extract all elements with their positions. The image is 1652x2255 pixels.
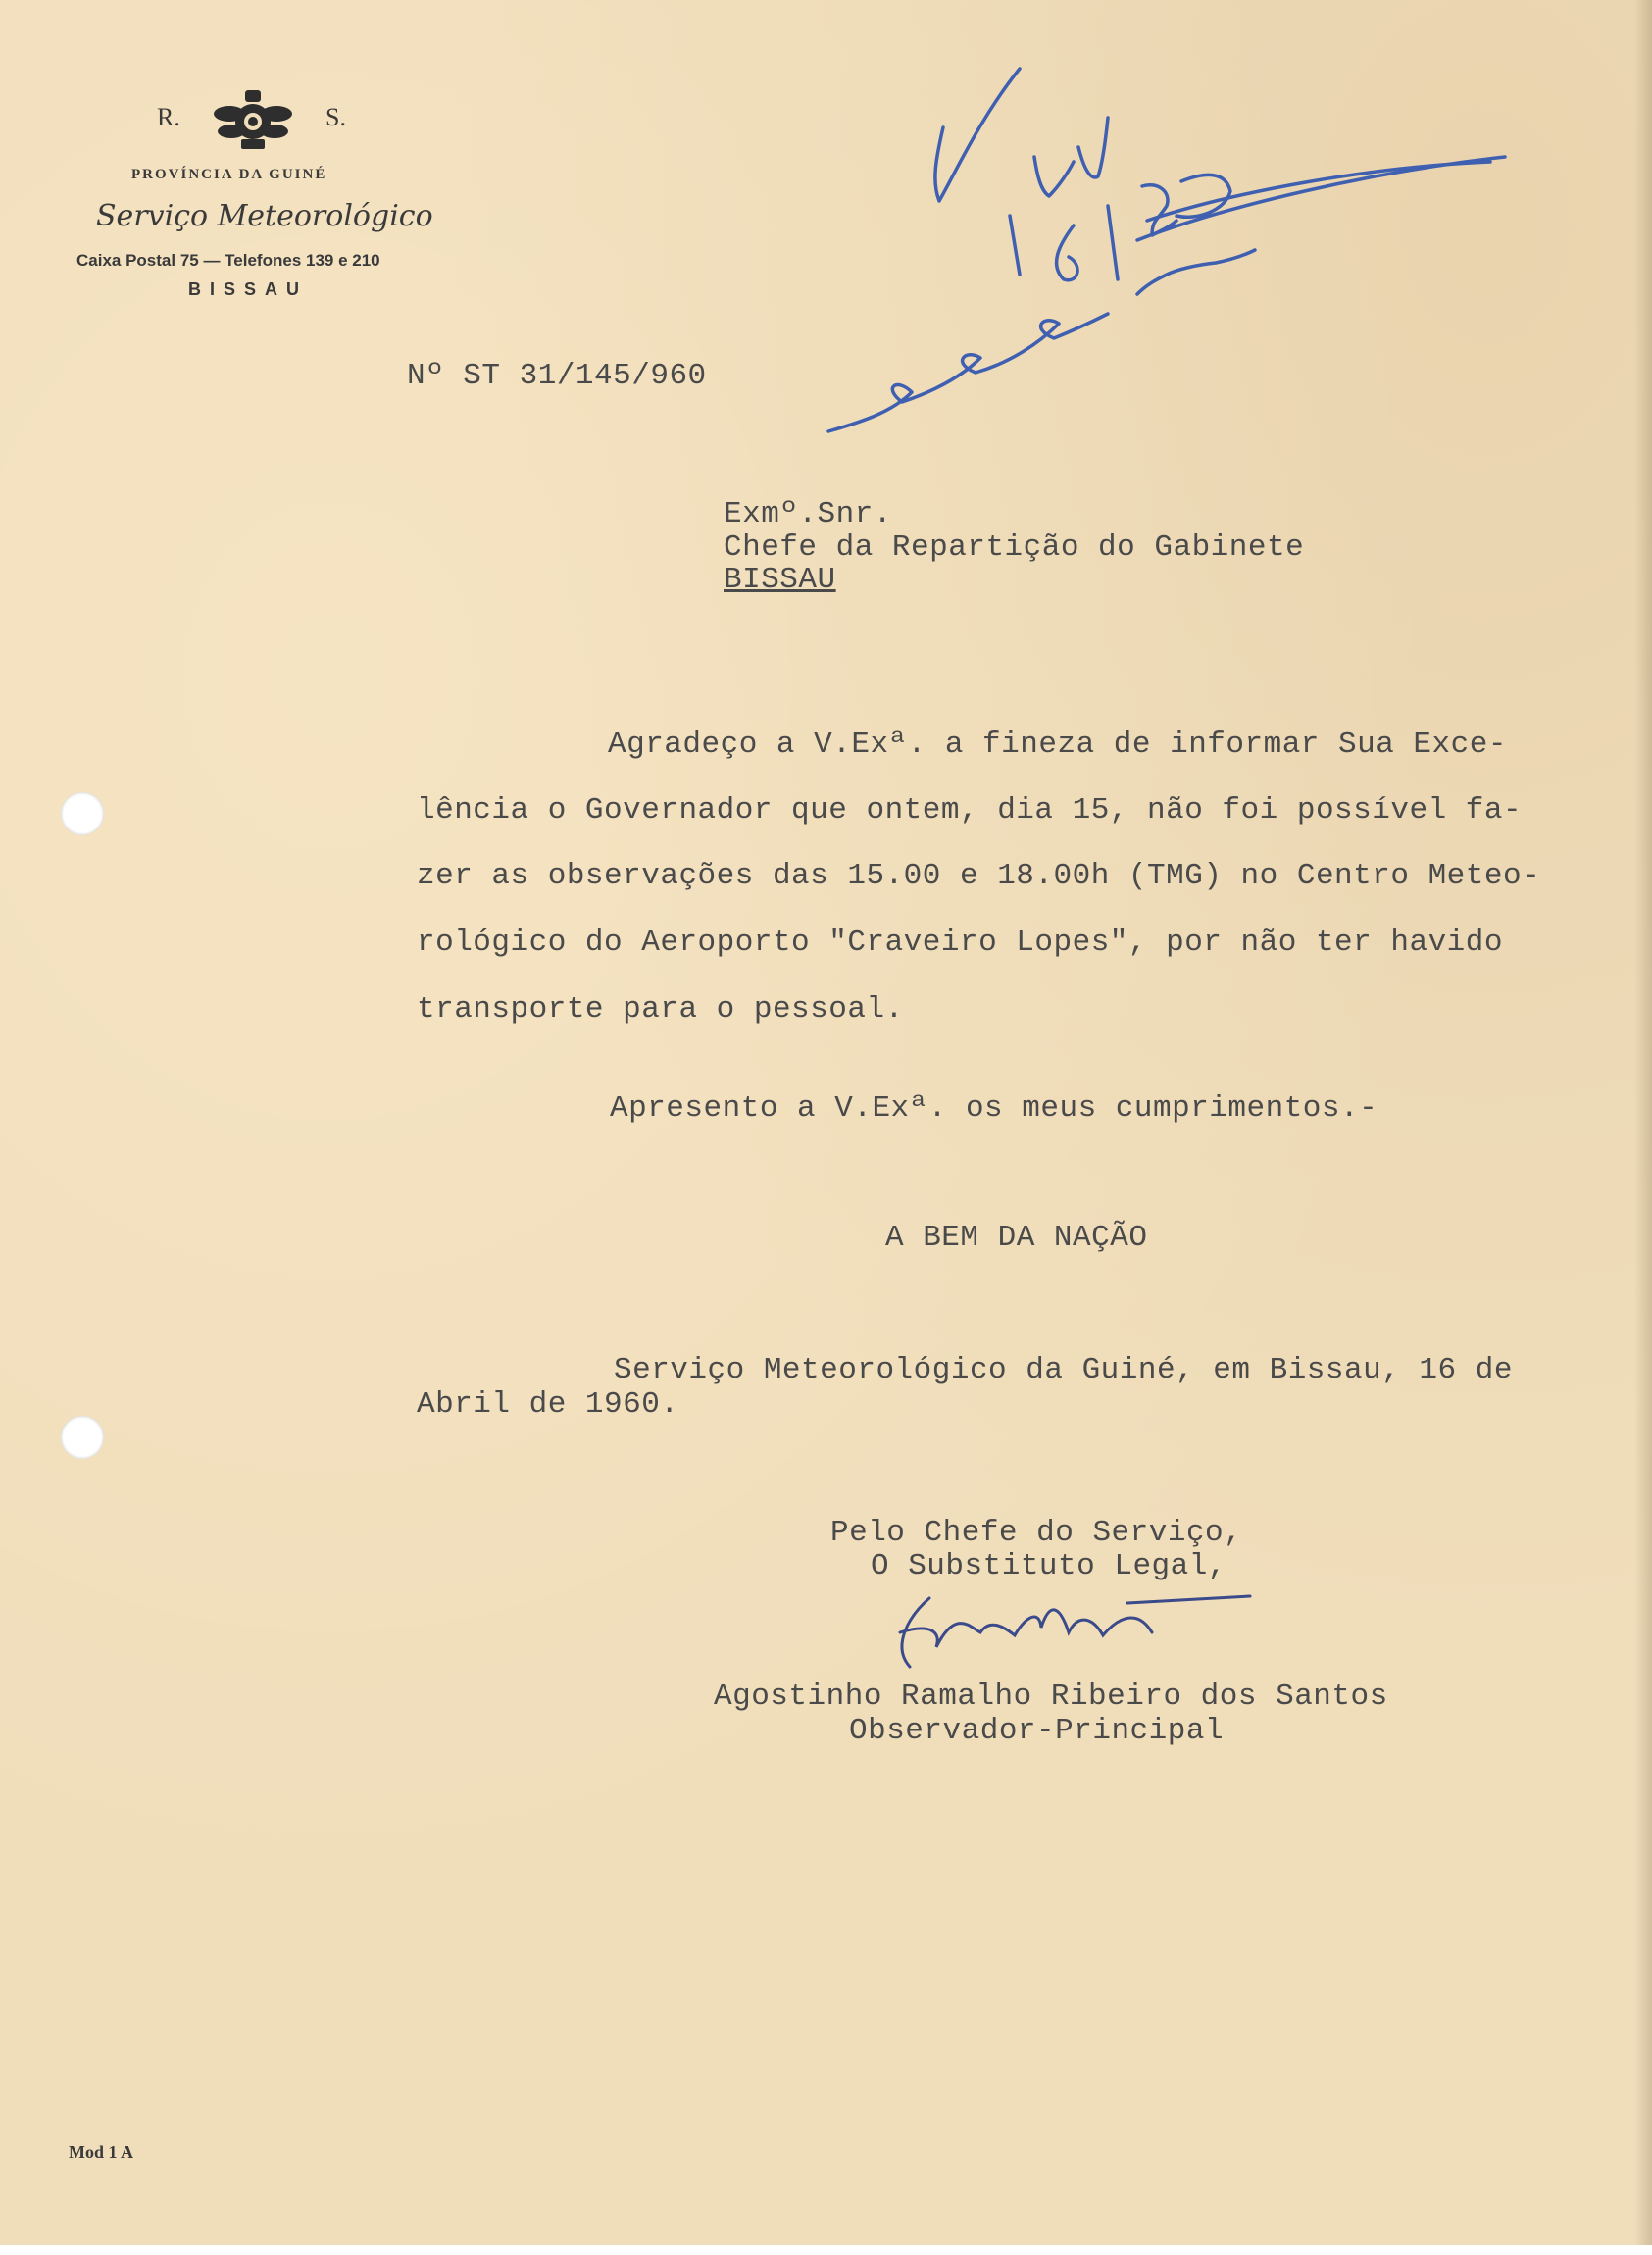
coat-of-arms-icon <box>208 84 298 159</box>
letterhead-mark-left: R. <box>157 103 180 131</box>
reference-number: Nº ST 31/145/960 <box>407 359 707 393</box>
body-line-5: transporte para o pessoal. <box>417 992 904 1027</box>
letterhead-city: BISSAU <box>188 279 309 299</box>
body-line-1: Agradeço a V.Exª. a fineza de informar Sua Exce- <box>608 727 1507 762</box>
letterhead-province: PROVÍNCIA DA GUINÉ <box>131 167 327 182</box>
signature-substitute: O Substituto Legal, <box>871 1549 1226 1583</box>
letterhead-contact: Caixa Postal 75 — Telefones 139 e 210 <box>76 251 380 270</box>
signature-on-behalf: Pelo Chefe do Serviço, <box>830 1516 1243 1550</box>
body-line-2: lência o Governador que ontem, dia 15, não foi possível fa- <box>417 793 1523 827</box>
page-bottom-edge <box>0 2245 1652 2255</box>
letterhead-service: Serviço Meteorológico <box>96 199 433 233</box>
signatory-name: Agostinho Ramalho Ribeiro dos Santos <box>714 1679 1388 1714</box>
body-line-3: zer as observações das 15.00 e 18.00h (TMG) no Centro Meteo- <box>417 859 1541 893</box>
body-line-4: rológico do Aeroporto "Craveiro Lopes", por não ter havido <box>417 926 1503 960</box>
punch-hole-bottom <box>61 1416 104 1459</box>
addressee-salutation: Exmº.Snr. <box>724 497 892 531</box>
signatory-role: Observador-Principal <box>849 1714 1225 1748</box>
motto: A BEM DA NAÇÃO <box>885 1221 1148 1255</box>
place-date-line-2: Abril de 1960. <box>417 1387 679 1422</box>
addressee-title: Chefe da Repartição do Gabinete <box>724 530 1305 565</box>
closing-line: Apresento a V.Exª. os meus cumprimentos.- <box>610 1091 1378 1126</box>
punch-hole-top <box>61 792 104 835</box>
page-edge-shadow <box>1634 0 1652 2255</box>
addressee-city: BISSAU <box>724 563 836 597</box>
letterhead-mark-right: S. <box>325 103 346 131</box>
form-code: Mod 1 A <box>69 2142 134 2162</box>
place-date-line-1: Serviço Meteorológico da Guiné, em Bissau, 16 de <box>614 1353 1513 1387</box>
